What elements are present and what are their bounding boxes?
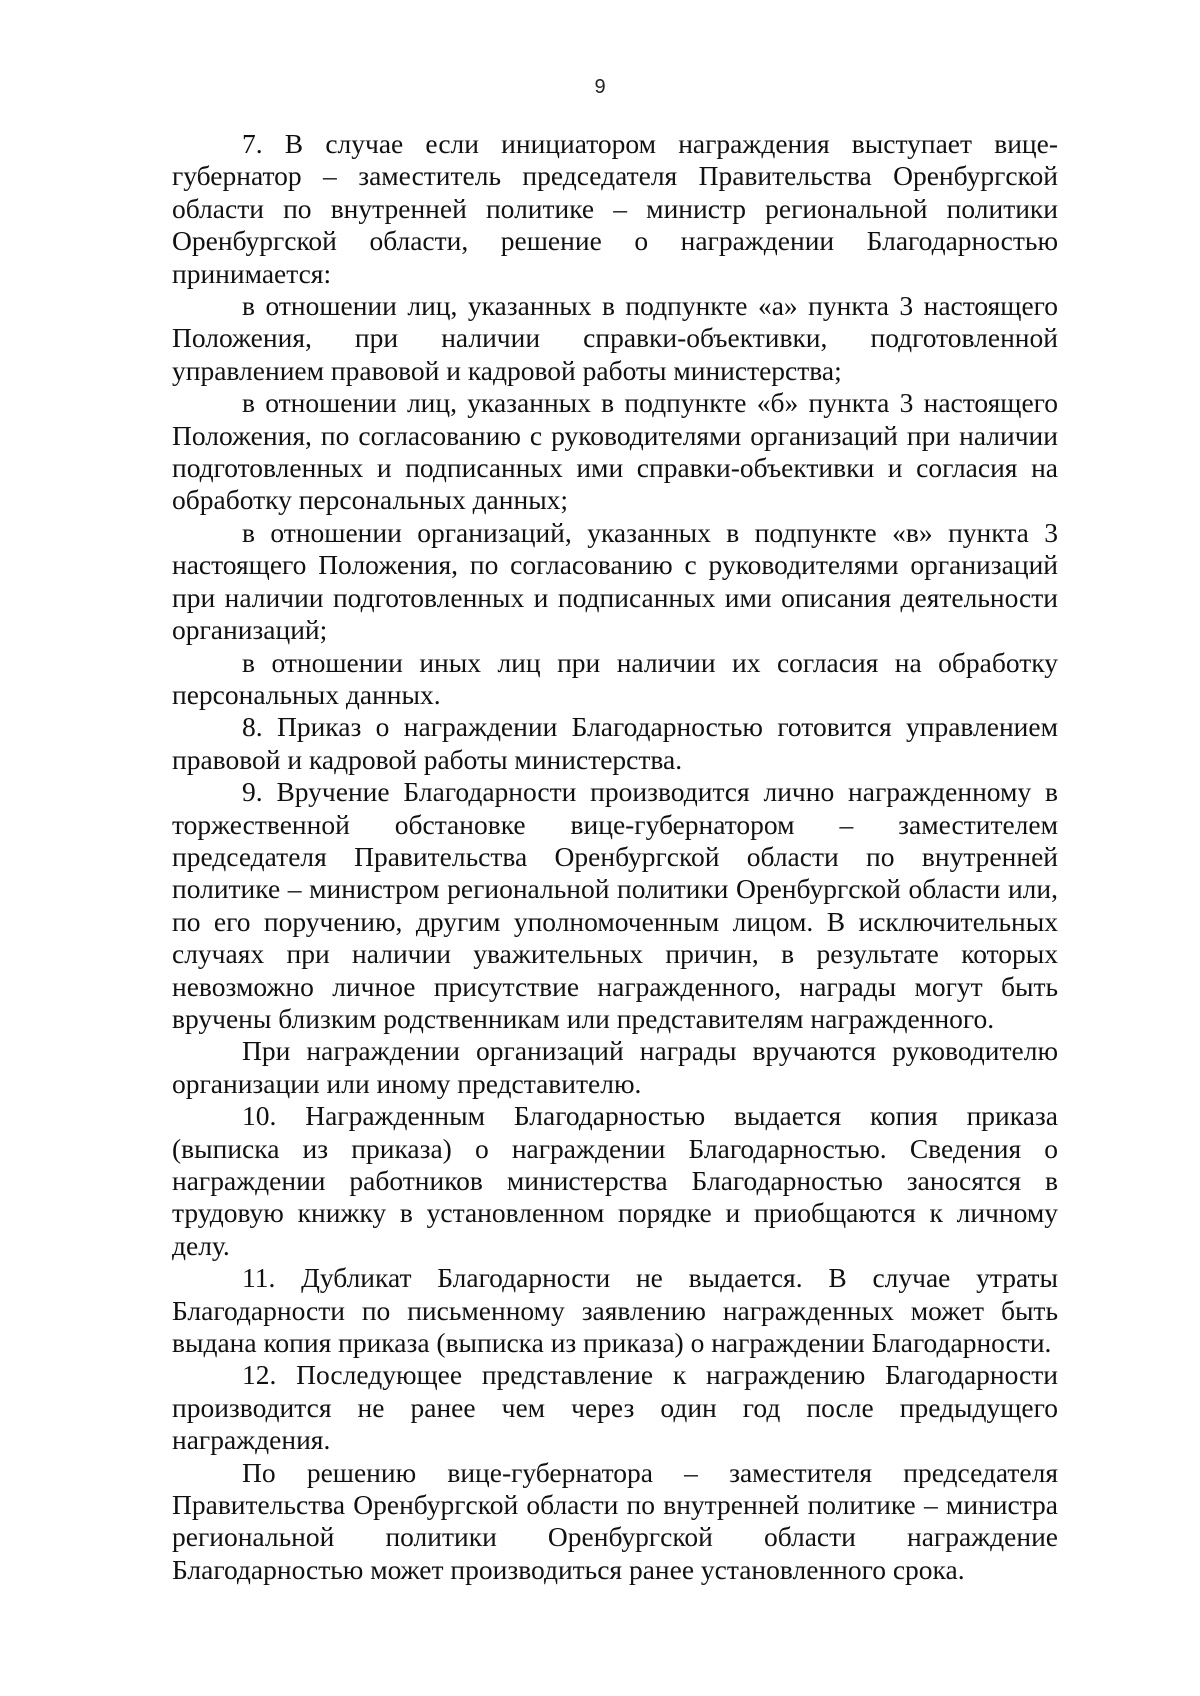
paragraph-other-persons: в отношении иных лиц при наличии их согласия на обработку персональных данных. xyxy=(172,646,1058,710)
paragraph-item-11: 11. Дубликат Благодарности не выдается. В случае утраты Благодарности по письменному заявлению награжденных может быть выдана копия приказа (выписка из приказа) о награждении Благодарности. xyxy=(172,1262,1058,1359)
paragraph-organizations-award: При награждении организаций награды вручаются руководителю организации или иному представителю. xyxy=(172,1035,1058,1099)
paragraph-item-9: 9. Вручение Благодарности производится лично награжденному в торжественной обстановке вице-губернатором – заместителем председателя Правительства Оренбургской области по внутренней политике – министром региональной политики Оренбургской области или, по его поручению, другим уполномоченным лицом. В исключительных случаях при наличии уважительных причин, в результате которых невозможно личное присутствие награжденного, награды могут быть вручены близким родственникам или представителям награжденного. xyxy=(172,776,1058,1034)
paragraph-subitem-v: в отношении организаций, указанных в подпункте «в» пункта 3 настоящего Положения, по согласованию с руководителями организаций при наличии подготовленных и подписанных ими описания деятельности организаций; xyxy=(172,516,1058,646)
paragraph-item-12: 12. Последующее представление к награждению Благодарности производится не ранее чем через один год после предыдущего награждения. xyxy=(172,1359,1058,1456)
paragraph-subitem-b: в отношении лиц, указанных в подпункте «б» пункта 3 настоящего Положения, по согласованию с руководителями организаций при наличии подготовленных и подписанных ими справки-объективки и согласия на обработку персональных данных; xyxy=(172,387,1058,516)
paragraph-item-8: 8. Приказ о награждении Благодарностью готовится управлением правовой и кадровой работы министерства. xyxy=(172,711,1058,775)
paragraph-subitem-a: в отношении лиц, указанных в подпункте «а» пункта 3 настоящего Положения, при наличии справки-объективки, подготовленной управлением правовой и кадровой работы министерства; xyxy=(172,290,1058,386)
paragraph-item-10: 10. Награжденным Благодарностью выдается копия приказа (выписка из приказа) о награждении Благодарностью. Сведения о награждении работников министерства Благодарностью заносятся в трудовую книжку в установленном порядке и приобщаются к личному делу. xyxy=(172,1100,1058,1261)
paragraph-early-award: По решению вице-губернатора – заместителя председателя Правительства Оренбургской области по внутренней политике – министра региональной политики Оренбургской области награждение Благодарностью может производиться ранее установленного срока. xyxy=(172,1456,1058,1585)
page-number: 9 xyxy=(594,76,606,98)
paragraph-item-7: 7. В случае если инициатором награждения выступает вице-губернатор – заместитель председателя Правительства Оренбургской области по внутренней политике – министр региональной политики Оренбургской области, решение о награждении Благодарностью принимается: xyxy=(172,128,1058,289)
document-body xyxy=(172,128,1058,1586)
